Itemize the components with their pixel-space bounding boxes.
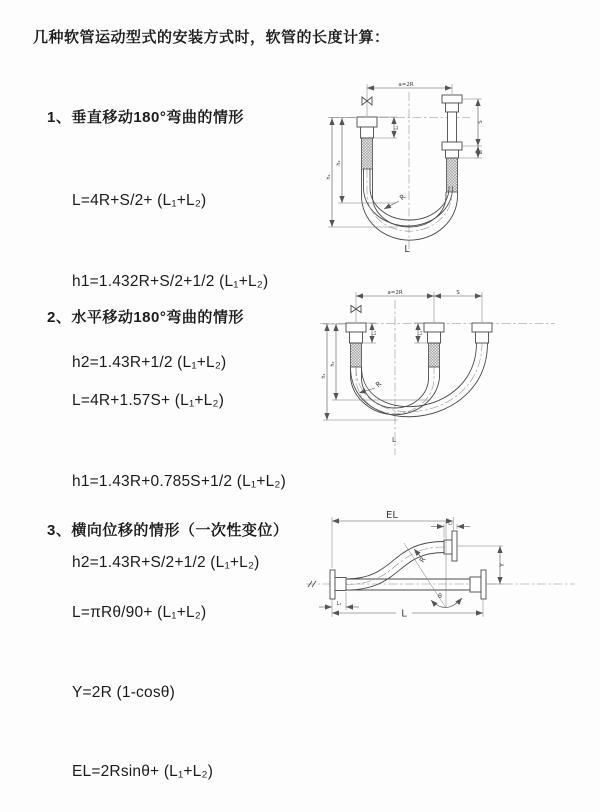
formula-line: L=πRθ/90+ (L₁+L₂)	[72, 604, 207, 621]
right-pipe	[472, 292, 492, 343]
dimension-l-total	[332, 599, 483, 620]
formula-line: h1=1.43R+0.785S+1/2 (L₁+L₂)	[72, 473, 286, 490]
formula-line: L=4R+S/2+ (L₁+L₂)	[72, 192, 207, 209]
dimension-l2	[431, 521, 470, 539]
dimension-l1	[319, 592, 359, 610]
dim-label-s: S	[456, 290, 460, 296]
dimension-s-right	[459, 99, 484, 158]
section-3-heading: 3、横向位移的情形（一次性变位）	[47, 522, 289, 539]
dim-label-h2: h₂	[330, 361, 337, 367]
dim-label-h1: h₁	[321, 373, 328, 379]
dim-label-a2r: a=2R	[387, 290, 403, 296]
dim-label-el: EL	[386, 510, 398, 521]
diagram-vertical-movement	[310, 78, 590, 258]
section-1-heading: 1、垂直移动180°弯曲的情形	[47, 109, 244, 126]
radius-callout	[384, 193, 407, 209]
dim-label-l1: L₁	[336, 602, 342, 607]
hose-u-bends	[362, 169, 458, 240]
dim-label-a2r: a=2R	[398, 82, 414, 88]
dimension-l1-left	[374, 117, 400, 138]
dim-label-l: L	[401, 608, 407, 620]
dimension-a2r	[367, 82, 452, 88]
dim-label-l-total: L	[404, 244, 410, 255]
left-flange	[330, 570, 346, 599]
hose-u-bends	[351, 343, 488, 417]
formula-line: h2=1.43R+1/2 (L₁+L₂)	[72, 354, 227, 371]
dim-label-l-total: L	[392, 436, 396, 444]
section-2-heading: 2、水平移动180°弯曲的情形	[47, 309, 244, 326]
dim-label-l1-mid: L₁	[418, 330, 424, 336]
page-title: 几种软管运动型式的安装方式时，软管的长度计算：	[33, 29, 390, 46]
left-pipe	[346, 292, 366, 367]
section-3-formulas	[72, 547, 213, 812]
dim-label-l1-right: L₁	[478, 149, 484, 155]
dim-label-s: S	[477, 120, 484, 124]
right-pipe	[442, 84, 462, 192]
dim-label-theta: θ	[438, 593, 442, 600]
dimension-a2r-s	[356, 290, 482, 296]
formula-line: Y=2R (1-cosθ)	[72, 683, 175, 701]
curved-hose-displaced-position	[346, 531, 457, 590]
formula-line: h1=1.432R+S/2+1/2 (L₁+L₂)	[72, 273, 269, 290]
straight-hose-original-position	[346, 570, 486, 599]
dim-label-l1: L₁	[372, 330, 378, 336]
dim-label-h1: h₁	[326, 174, 333, 180]
dim-label-l1: L₁	[395, 125, 400, 130]
left-pipe	[357, 84, 377, 169]
diagram-horizontal-movement	[308, 285, 595, 465]
dim-label-r: R	[398, 192, 408, 203]
dim-label-r: R	[418, 555, 428, 565]
dim-label-r: R	[374, 379, 384, 390]
dim-label-l2: L₂	[448, 521, 453, 527]
formula-line: EL=2Rsinθ+ (L₁+L₂)	[72, 763, 214, 780]
formula-line: h2=1.43R+S/2+1/2 (L₁+L₂)	[72, 554, 260, 571]
dim-label-h2: h₂	[336, 160, 343, 166]
dimension-el	[332, 510, 454, 568]
middle-pipe	[424, 292, 444, 367]
dimension-h1-h2	[321, 324, 430, 420]
formula-line: L=4R+1.57S+ (L₁+L₂)	[72, 392, 225, 409]
diagram-lateral-displacement	[303, 503, 595, 630]
dim-label-y: Y	[497, 563, 506, 567]
